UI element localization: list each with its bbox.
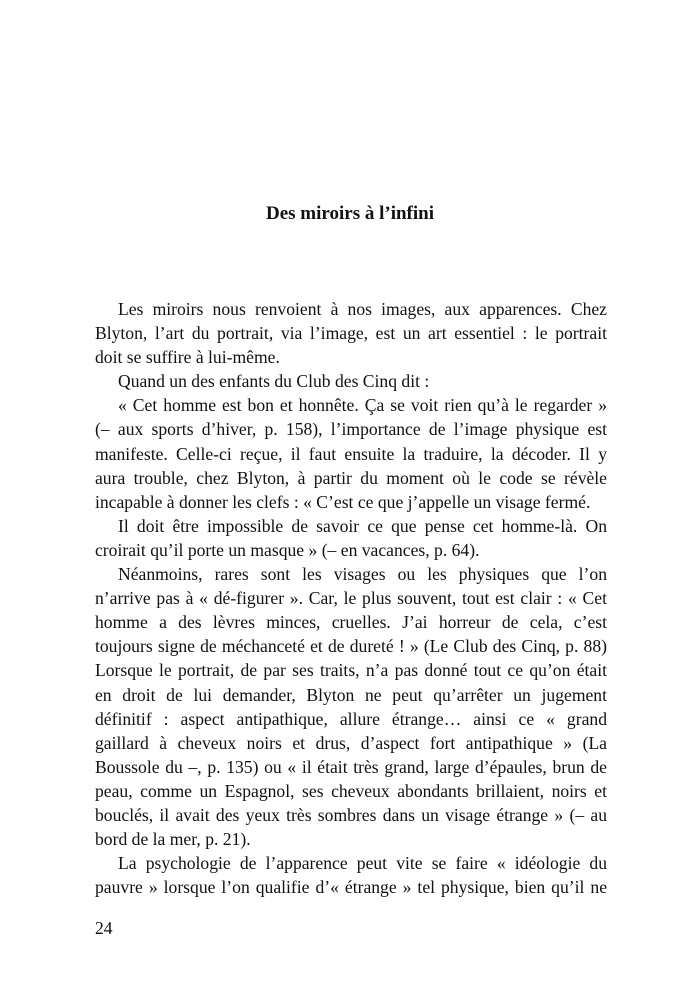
text-line: toujours signe de méchanceté et de dureté ! » (Le Club des Cinq, p. 88) bbox=[95, 636, 607, 657]
text-line: n’arrive pas à « dé-figurer ». Car, le plus souvent, tout est clair : « Cet bbox=[95, 588, 607, 609]
text-line: croirait qu’il porte un masque » (– en vacances, p. 64). bbox=[95, 539, 480, 560]
text-line: bouclés, il avait des yeux très sombres dans un visage étrange » (– au bbox=[95, 804, 607, 825]
text-line: « Cet homme est bon et honnête. Ça se voit rien qu’à le regarder » bbox=[118, 395, 607, 416]
text-line: Il doit être impossible de savoir ce que pense cet homme-là. On bbox=[118, 515, 607, 536]
text-line: peau, comme un Espagnol, ses cheveux abondants brillaient, noirs et bbox=[95, 780, 607, 801]
text-line: bord de la mer, p. 21). bbox=[95, 829, 251, 850]
text-line: doit se suffire à lui-même. bbox=[95, 347, 280, 368]
text-line: Les miroirs nous renvoient à nos images, aux apparences. Chez bbox=[118, 299, 607, 319]
text-line: Quand un des enfants du Club des Cinq dit : bbox=[118, 371, 430, 392]
text-line: aura trouble, chez Blyton, à partir du moment où le code se révèle bbox=[95, 467, 607, 488]
body-text bbox=[95, 297, 607, 899]
text-line: homme a des lèvres minces, cruelles. J’ai horreur de cela, c’est bbox=[95, 612, 607, 633]
text-line: Blyton, l’art du portrait, via l’image, est un art essentiel : le portrait bbox=[95, 323, 607, 344]
text-line: La psychologie de l’apparence peut vite se faire « idéologie du bbox=[118, 853, 607, 874]
text-line: en droit de lui demander, Blyton ne peut qu’arrêter un jugement bbox=[95, 684, 607, 705]
text-line: définitif : aspect antipathique, allure étrange… ainsi ce « grand bbox=[95, 708, 607, 729]
text-line: Néanmoins, rares sont les visages ou les physiques que l’on bbox=[118, 564, 607, 585]
chapter-title: Des miroirs à l’infini bbox=[265, 203, 434, 224]
text-line: manifeste. Celle-ci reçue, il faut ensuite la traduire, la décoder. Il y bbox=[95, 443, 607, 464]
text-line: incapable à donner les clefs : « C’est ce que j’appelle un visage fermé. bbox=[95, 491, 591, 512]
text-line: Lorsque le portrait, de par ses traits, n’a pas donné tout ce qu’on était bbox=[95, 660, 607, 681]
text-line: Boussole du –, p. 135) ou « il était très grand, large d’épaules, brun de bbox=[95, 756, 607, 777]
text-line: gaillard à cheveux noirs et drus, d’aspect fort antipathique » (La bbox=[95, 732, 607, 753]
text-line: pauvre » lorsque l’on qualifie d’« étrange » tel physique, bien qu’il ne bbox=[95, 877, 607, 898]
page-number: 24 bbox=[95, 918, 113, 938]
text-line: (– aux sports d’hiver, p. 158), l’importance de l’image physique est bbox=[95, 419, 607, 440]
